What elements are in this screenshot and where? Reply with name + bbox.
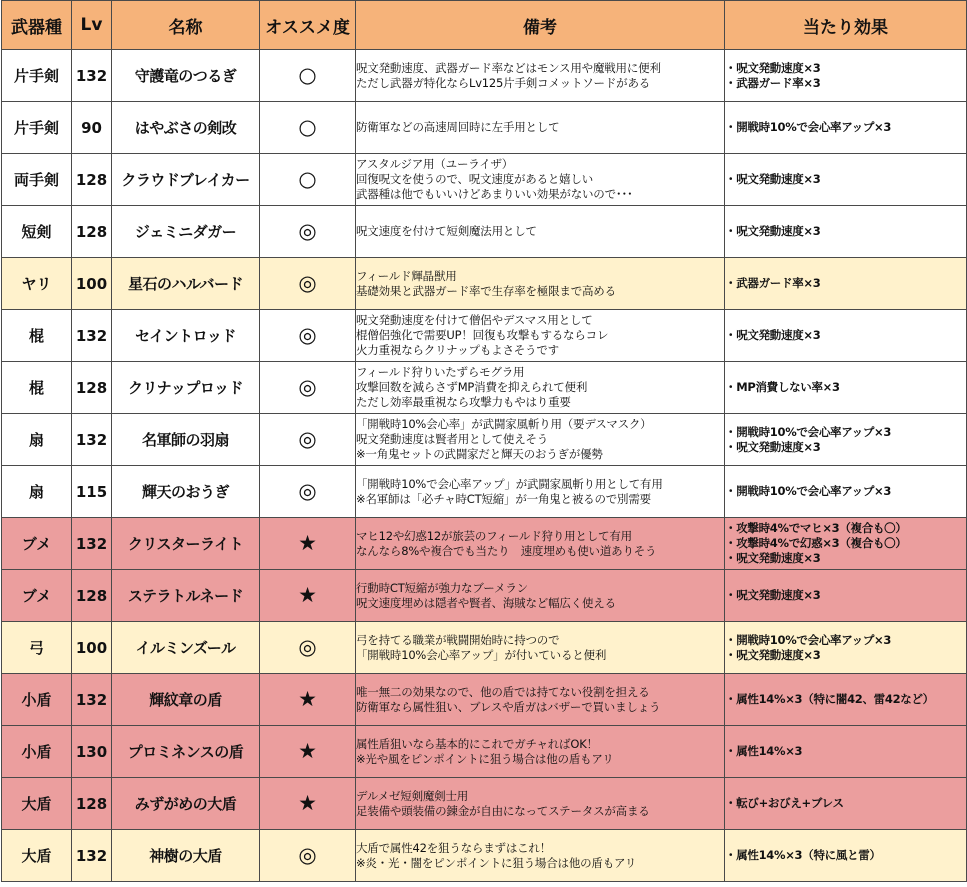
notes-cell	[356, 102, 725, 154]
recommendation-mark: ◎	[260, 362, 356, 414]
recommendation-mark: ○	[260, 102, 356, 154]
weapon-name-cell: 神樹の大盾	[112, 830, 260, 882]
weapon-name-cell: ステラトルネード	[112, 570, 260, 622]
note-line: マヒ12や幻惑12が旅芸のフィールド狩り用として有用	[356, 528, 632, 543]
table-row	[2, 518, 967, 570]
notes-cell	[356, 362, 725, 414]
header-effect: 当たり効果	[725, 1, 967, 50]
recommendation-mark: ★	[260, 726, 356, 778]
weapon-name-cell: イルミンズール	[112, 622, 260, 674]
notes-cell	[356, 778, 725, 830]
notes-cell	[356, 258, 725, 310]
weapon-type-cell: 大盾	[2, 830, 72, 882]
note-line: 呪文発動速度は賢者用として使えそう	[356, 432, 549, 446]
weapon-type-cell: 扇	[2, 414, 72, 466]
recommendation-mark: ◎	[260, 206, 356, 258]
notes-cell	[356, 674, 725, 726]
level-cell: 132	[72, 310, 112, 362]
weapon-type-cell: 小盾	[2, 726, 72, 778]
table-row	[2, 50, 967, 102]
effect-line: ・開戦時10%で会心率アップ×3	[725, 120, 892, 134]
notes-cell	[356, 50, 725, 102]
level-cell: 132	[72, 518, 112, 570]
note-line: 唯一無二の効果なので、他の盾では持てない役割を担える	[356, 684, 650, 699]
effect-cell	[725, 206, 967, 258]
effect-cell	[725, 50, 967, 102]
table-row	[2, 778, 967, 830]
note-line: ※炎・光・闇をピンポイントに狙う場合は他の盾もアリ	[356, 855, 637, 870]
notes-cell	[356, 518, 725, 570]
weapon-type-cell: 弓	[2, 622, 72, 674]
note-line: デルメゼ短剣魔剣士用	[356, 788, 469, 803]
recommendation-mark: ★	[260, 778, 356, 830]
weapon-type-cell: 短剣	[2, 206, 72, 258]
table-row	[2, 154, 967, 206]
notes-cell	[356, 414, 725, 466]
weapon-type-cell: ブメ	[2, 518, 72, 570]
effect-line: ・開戦時10%で会心率アップ×3	[725, 484, 892, 498]
table-row	[2, 258, 967, 310]
weapon-name-cell: 輝紋章の盾	[112, 674, 260, 726]
table-row	[2, 362, 967, 414]
note-line: 呪文速度を付けて短剣魔法用として	[356, 224, 537, 238]
notes-cell	[356, 154, 725, 206]
weapon-name-cell: はやぶさの剣改	[112, 102, 260, 154]
weapon-name-cell: プロミネンスの盾	[112, 726, 260, 778]
weapon-type-cell: 棍	[2, 362, 72, 414]
note-line: なんなら8%や複合でも当たり 速度埋めも使い道ありそう	[356, 543, 657, 558]
note-line: 行動時CT短縮が強力なブーメラン	[356, 580, 528, 595]
weapon-name-cell: みずがめの大盾	[112, 778, 260, 830]
effect-line: ・呪文発動速度×3	[725, 172, 821, 186]
table-row	[2, 830, 967, 882]
level-cell: 128	[72, 570, 112, 622]
effect-line: ・呪文発動速度×3	[725, 551, 821, 565]
weapon-type-cell: 小盾	[2, 674, 72, 726]
weapon-name-cell: クリナップロッド	[112, 362, 260, 414]
header-recommendation: オススメ度	[260, 1, 356, 50]
note-line: 呪文発動速度を付けて僧侶やデスマス用として	[356, 313, 593, 327]
weapon-table	[1, 0, 967, 882]
table-row	[2, 466, 967, 518]
table-row	[2, 206, 967, 258]
note-line: 呪文発動速度、武器ガード率などはモンス用や魔戦用に便利	[356, 60, 661, 75]
level-cell: 128	[72, 154, 112, 206]
note-line: 回復呪文を使うので、呪文速度があると嬉しい	[356, 172, 594, 186]
recommendation-mark: ◎	[260, 414, 356, 466]
effect-cell	[725, 622, 967, 674]
weapon-name-cell: 守護竜のつるぎ	[112, 50, 260, 102]
table-row	[2, 102, 967, 154]
weapon-type-cell: ヤリ	[2, 258, 72, 310]
notes-cell	[356, 622, 725, 674]
note-line: ※名軍師は「必チャ時CT短縮」が一角鬼と被るので別需要	[356, 491, 651, 506]
note-line: 武器種は他でもいいけどあまりいい効果がないので･･･	[356, 187, 633, 201]
level-cell: 132	[72, 414, 112, 466]
note-line: 防衛軍なら属性狙い、ブレスや盾ガはバザーで買いましょう	[356, 699, 661, 714]
effect-cell	[725, 102, 967, 154]
header-weapon-type: 武器種	[2, 1, 72, 50]
weapon-type-cell: 大盾	[2, 778, 72, 830]
weapon-name-cell: クラウドブレイカー	[112, 154, 260, 206]
header-level: Lv	[72, 1, 112, 50]
level-cell: 128	[72, 778, 112, 830]
note-line: 基礎効果と武器ガード率で生存率を極限まで高める	[356, 283, 616, 298]
recommendation-mark: ★	[260, 674, 356, 726]
effect-cell	[725, 466, 967, 518]
note-line: 防衛軍などの高速周回時に左手用として	[356, 120, 560, 134]
weapon-name-cell: ジェミニダガー	[112, 206, 260, 258]
effect-line: ・攻撃時4%で幻惑×3（複合も〇）	[725, 536, 907, 550]
table-row	[2, 414, 967, 466]
level-cell: 100	[72, 258, 112, 310]
notes-cell	[356, 726, 725, 778]
effect-line: ・属性14%×3（特に闇42、雷42など）	[725, 692, 934, 706]
effect-line: ・属性14%×3	[725, 744, 803, 758]
table-row	[2, 726, 967, 778]
note-line: ただし武器ガ特化ならLv125片手剣コメットソードがある	[356, 75, 651, 90]
notes-cell	[356, 830, 725, 882]
recommendation-mark: ○	[260, 50, 356, 102]
effect-cell	[725, 570, 967, 622]
effect-cell	[725, 518, 967, 570]
level-cell: 132	[72, 50, 112, 102]
recommendation-mark: ◎	[260, 830, 356, 882]
note-line: 呪文速度埋めは隠者や賢者、海賊など幅広く使える	[356, 595, 616, 610]
table-row	[2, 310, 967, 362]
effect-line: ・呪文発動速度×3	[725, 60, 821, 75]
recommendation-mark: ◎	[260, 310, 356, 362]
level-cell: 130	[72, 726, 112, 778]
effect-line: ・MP消費しない率×3	[725, 380, 840, 394]
notes-cell	[356, 310, 725, 362]
note-line: ただし効率最重視なら攻撃力もやはり重要	[356, 395, 571, 409]
note-line: 足装備や頭装備の錬金が自由になってステータスが高まる	[356, 803, 650, 818]
effect-cell	[725, 362, 967, 414]
effect-line: ・武器ガード率×3	[725, 276, 821, 290]
weapon-name-cell: セイントロッド	[112, 310, 260, 362]
header-row	[2, 1, 967, 50]
effect-cell	[725, 674, 967, 726]
effect-line: ・属性14%×3（特に風と雷）	[725, 848, 881, 862]
recommendation-mark: ★	[260, 518, 356, 570]
weapon-type-cell: 扇	[2, 466, 72, 518]
effect-line: ・呪文発動速度×3	[725, 224, 821, 238]
header-name: 名称	[112, 1, 260, 50]
weapon-type-cell: 片手剣	[2, 50, 72, 102]
weapon-name-cell: クリスターライト	[112, 518, 260, 570]
notes-cell	[356, 466, 725, 518]
weapon-name-cell: 輝天のおうぎ	[112, 466, 260, 518]
table-body	[2, 50, 967, 882]
effect-line: ・攻撃時4%でマヒ×3（複合も〇）	[725, 521, 907, 535]
weapon-name-cell: 星石のハルバード	[112, 258, 260, 310]
note-line: 弓を持てる職業が戦闘開始時に持つので	[356, 632, 560, 647]
note-line: 攻撃回数を減らさずMP消費を抑えられて便利	[356, 380, 588, 394]
note-line: ※光や風をピンポイントに狙う場合は他の盾もアリ	[356, 751, 614, 766]
level-cell: 132	[72, 830, 112, 882]
weapon-type-cell: 両手剣	[2, 154, 72, 206]
note-line: 火力重視ならクリナップもよさそうです	[356, 343, 559, 357]
note-line: 棍僧侶強化で需要UP！回復も攻撃もするならコレ	[356, 328, 609, 342]
effect-line: ・呪文発動速度×3	[725, 588, 821, 602]
recommendation-mark: ○	[260, 154, 356, 206]
level-cell: 128	[72, 362, 112, 414]
effect-line: ・開戦時10%で会心率アップ×3	[725, 632, 892, 647]
recommendation-mark: ◎	[260, 622, 356, 674]
notes-cell	[356, 206, 725, 258]
effect-line: ・呪文発動速度×3	[725, 647, 821, 662]
note-line: 「開戦時10%で会心率アップ」が武闘家風斬り用として有用	[356, 476, 663, 491]
weapon-type-cell: 片手剣	[2, 102, 72, 154]
effect-line: ・転び+おびえ+ブレス	[725, 796, 844, 810]
effect-cell	[725, 310, 967, 362]
note-line: フィールド輝晶獣用	[356, 268, 457, 283]
notes-cell	[356, 570, 725, 622]
level-cell: 128	[72, 206, 112, 258]
level-cell: 100	[72, 622, 112, 674]
effect-line: ・呪文発動速度×3	[725, 439, 821, 454]
effect-line: ・開戦時10%で会心率アップ×3	[725, 424, 892, 439]
header-notes: 備考	[356, 1, 725, 50]
effect-cell	[725, 830, 967, 882]
effect-cell	[725, 154, 967, 206]
note-line: アスタルジア用（ユーライザ）	[356, 157, 514, 171]
recommendation-mark: ◎	[260, 258, 356, 310]
effect-cell	[725, 414, 967, 466]
table-row	[2, 674, 967, 726]
table-row	[2, 622, 967, 674]
recommendation-mark: ◎	[260, 466, 356, 518]
weapon-type-cell: 棍	[2, 310, 72, 362]
effect-cell	[725, 778, 967, 830]
note-line: 大盾で属性42を狙うならまずはこれ！	[356, 840, 552, 855]
note-line: 「開戦時10%会心率」が武闘家風斬り用（要デスマスク）	[356, 417, 652, 431]
recommendation-mark: ★	[260, 570, 356, 622]
weapon-name-cell: 名軍師の羽扇	[112, 414, 260, 466]
effect-cell	[725, 258, 967, 310]
effect-line: ・武器ガード率×3	[725, 75, 821, 90]
note-line: 属性盾狙いなら基本的にこれでガチャればOK！	[356, 736, 598, 751]
level-cell: 90	[72, 102, 112, 154]
note-line: 「開戦時10%会心率アップ」が付いていると便利	[356, 647, 607, 662]
note-line: フィールド狩りいたずらモグラ用	[356, 365, 525, 379]
level-cell: 115	[72, 466, 112, 518]
level-cell: 132	[72, 674, 112, 726]
effect-cell	[725, 726, 967, 778]
weapon-type-cell: ブメ	[2, 570, 72, 622]
table-row	[2, 570, 967, 622]
effect-line: ・呪文発動速度×3	[725, 328, 821, 342]
note-line: ※一角鬼セットの武闘家だと輝天のおうぎが優勢	[356, 447, 603, 461]
